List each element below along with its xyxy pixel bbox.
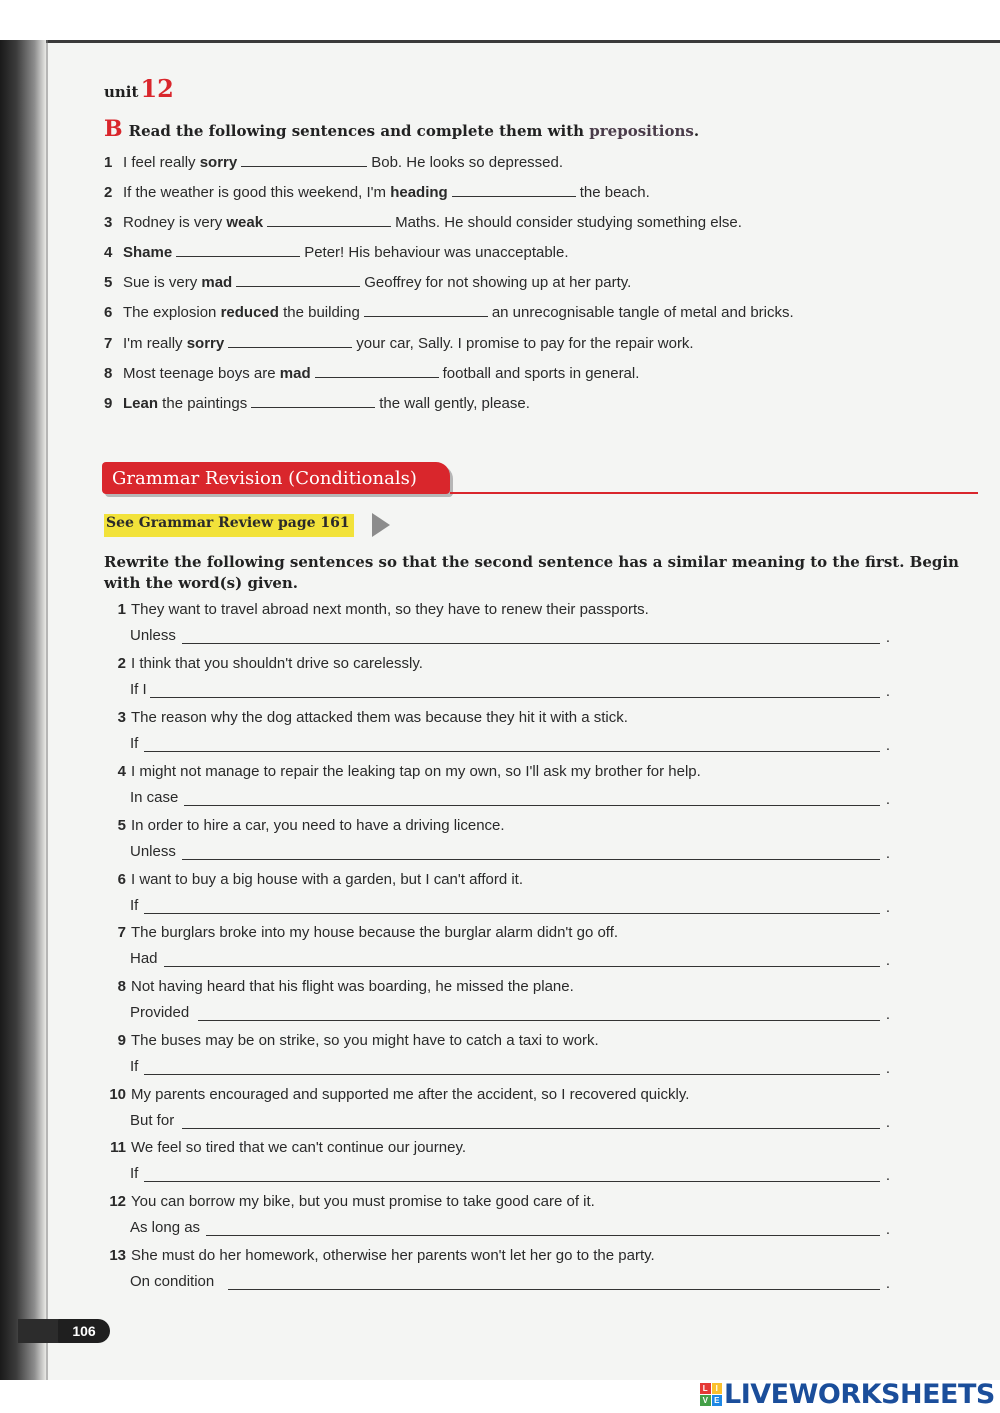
item-number: 5	[104, 274, 113, 291]
logo-letter: L	[700, 1383, 711, 1394]
answer-line-9	[130, 1058, 890, 1078]
item-number: 6	[117, 871, 126, 888]
answer-line-10	[130, 1112, 890, 1132]
answer-line-5	[130, 843, 890, 863]
answer-lead: If I	[130, 681, 147, 698]
preposition-item-9	[104, 395, 530, 412]
answer-lead: If	[130, 1058, 139, 1075]
answer-line-12	[130, 1219, 890, 1239]
answer-lead: Unless	[130, 627, 176, 644]
answer-field[interactable]	[198, 1020, 880, 1021]
rewrite-item-4	[104, 763, 701, 780]
rewrite-item-8	[104, 978, 574, 995]
item-text-post: football and sports in general.	[442, 365, 640, 382]
rewrite-item-6	[104, 871, 523, 888]
answer-blank[interactable]	[176, 244, 300, 257]
rewrite-item-2	[104, 655, 423, 672]
answer-blank[interactable]	[228, 335, 352, 348]
item-number: 5	[117, 817, 126, 834]
item-text-post: the wall gently, please.	[379, 395, 530, 412]
preposition-item-6	[104, 304, 794, 321]
answer-lead: On condition	[130, 1273, 215, 1290]
preposition-item-1	[104, 154, 563, 171]
item-number: 3	[104, 214, 113, 231]
answer-field[interactable]	[144, 913, 880, 914]
item-sentence: Not having heard that his flight was boarding, he missed the plane.	[131, 978, 574, 995]
answer-field[interactable]	[184, 805, 880, 806]
item-sentence: They want to travel abroad next month, so they have to renew their passports.	[131, 601, 649, 618]
answer-blank[interactable]	[315, 365, 439, 378]
answer-line-8	[130, 1004, 890, 1024]
item-sentence: I want to buy a big house with a garden, but I can't afford it.	[131, 871, 523, 888]
item-keyword: weak	[226, 214, 264, 231]
section-rule	[450, 492, 978, 494]
item-number: 10	[109, 1086, 126, 1103]
item-sentence: In order to hire a car, you need to have a driving licence.	[131, 817, 505, 834]
page-number: 106	[58, 1319, 110, 1343]
answer-blank[interactable]	[241, 154, 367, 167]
answer-field[interactable]	[164, 966, 880, 967]
answer-lead: Provided	[130, 1004, 190, 1021]
item-sentence: The reason why the dog attacked them was because they hit it with a stick.	[131, 709, 628, 726]
answer-field[interactable]	[144, 1181, 880, 1182]
item-number: 8	[117, 978, 126, 995]
item-text-pre: I feel really	[123, 154, 200, 171]
item-keyword: mad	[201, 274, 233, 291]
answer-blank[interactable]	[267, 214, 391, 227]
liveworksheets-logo	[700, 1378, 995, 1410]
answer-line-6	[130, 897, 890, 917]
unit-number: 12	[140, 74, 174, 103]
rewrite-item-7	[104, 924, 618, 941]
end-period: .	[885, 1114, 890, 1131]
item-keyword: reduced	[220, 304, 279, 321]
rewrite-item-9	[104, 1032, 599, 1049]
answer-field[interactable]	[144, 1074, 880, 1075]
rewrite-item-13	[104, 1247, 655, 1264]
logo-letter: V	[700, 1395, 711, 1406]
answer-lead: If	[130, 897, 139, 914]
item-sentence: We feel so tired that we can't continue our journey.	[131, 1139, 466, 1156]
rewrite-item-12	[104, 1193, 595, 1210]
item-sentence: The buses may be on strike, so you might have to catch a taxi to work.	[131, 1032, 599, 1049]
section-b-keyword: prepositions	[589, 122, 694, 140]
answer-field[interactable]	[228, 1289, 880, 1290]
end-period: .	[885, 1221, 890, 1238]
answer-line-2	[130, 681, 890, 701]
preposition-item-7	[104, 335, 694, 352]
answer-line-13	[130, 1273, 890, 1293]
item-text-post: your car, Sally. I promise to pay for the repair work.	[356, 335, 694, 352]
item-number: 13	[109, 1247, 126, 1264]
item-text-post: an unrecognisable tangle of metal and bricks.	[491, 304, 794, 321]
answer-line-1	[130, 627, 890, 647]
grammar-title: Grammar Revision (Conditionals)	[112, 468, 417, 489]
end-period: .	[885, 683, 890, 700]
item-number: 2	[104, 184, 113, 201]
item-text-post: the beach.	[579, 184, 650, 201]
answer-lead: Had	[130, 950, 158, 967]
preposition-item-3	[104, 214, 742, 231]
item-text-pre: If the weather is good this weekend, I'm	[123, 184, 391, 201]
end-period: .	[885, 952, 890, 969]
unit-heading	[104, 74, 174, 103]
item-text-pre: The explosion	[123, 304, 221, 321]
top-margin	[0, 0, 1000, 44]
item-text-mid: the building	[278, 304, 360, 321]
item-number: 9	[104, 395, 113, 412]
item-sentence: You can borrow my bike, but you must promise to take good care of it.	[131, 1193, 595, 1210]
section-b-instruction: Read the following sentences and complete them with	[128, 122, 590, 140]
section-b-heading	[104, 116, 699, 142]
answer-field[interactable]	[206, 1235, 880, 1236]
end-period: .	[885, 791, 890, 808]
end-period: .	[885, 899, 890, 916]
item-number: 7	[117, 924, 126, 941]
answer-blank[interactable]	[364, 304, 488, 317]
rewrite-item-5	[104, 817, 505, 834]
answer-line-3	[130, 735, 890, 755]
item-sentence: My parents encouraged and supported me after the accident, so I recovered quickly.	[131, 1086, 690, 1103]
item-sentence: The burglars broke into my house because the burglar alarm didn't go off.	[131, 924, 619, 941]
answer-line-11	[130, 1165, 890, 1185]
item-number: 1	[117, 601, 126, 618]
grammar-instruction: Rewrite the following sentences so that the second sentence has a similar meaning to the first. Begin with the word(s) given.	[104, 553, 959, 592]
item-number: 12	[109, 1193, 126, 1210]
item-number: 3	[117, 709, 126, 726]
item-text-post: Geoffrey for not showing up at her party.	[364, 274, 632, 291]
answer-lead: As long as	[130, 1219, 201, 1236]
item-text-pre: Rodney is very	[123, 214, 227, 231]
item-number: 1	[104, 154, 113, 171]
item-keyword: Shame	[123, 244, 173, 261]
answer-field[interactable]	[150, 697, 880, 698]
answer-field[interactable]	[144, 751, 880, 752]
answer-blank[interactable]	[251, 395, 375, 408]
answer-line-4	[130, 789, 890, 809]
item-number: 11	[110, 1139, 126, 1156]
section-letter: B	[104, 116, 123, 142]
answer-lead: Unless	[130, 843, 176, 860]
item-number: 9	[117, 1032, 126, 1049]
answer-lead: If	[130, 1165, 139, 1182]
rewrite-item-10	[104, 1086, 689, 1103]
end-period: .	[885, 845, 890, 862]
answer-blank[interactable]	[452, 184, 576, 197]
item-keyword: sorry	[199, 154, 238, 171]
rewrite-item-3	[104, 709, 628, 726]
item-keyword: sorry	[186, 335, 225, 352]
item-text-pre: Sue is very	[123, 274, 202, 291]
logo-letter: I	[712, 1383, 723, 1394]
item-text-mid: the paintings	[158, 395, 248, 412]
item-number: 4	[104, 244, 113, 261]
item-number: 7	[104, 335, 113, 352]
liveworksheets-wordmark: LIVEWORKSHEETS	[724, 1378, 995, 1410]
item-text-pre: Most teenage boys are	[123, 365, 280, 382]
arrow-right-icon	[372, 513, 390, 537]
answer-field[interactable]	[182, 859, 880, 860]
item-keyword: mad	[279, 365, 311, 382]
end-period: .	[885, 737, 890, 754]
answer-lead: In case	[130, 789, 179, 806]
answer-field[interactable]	[182, 643, 880, 644]
rewrite-item-1	[104, 601, 649, 618]
page-number-tab	[18, 1319, 60, 1343]
item-sentence: I might not manage to repair the leaking tap on my own, so I'll ask my brother for help.	[131, 763, 701, 780]
item-number: 4	[117, 763, 126, 780]
answer-lead: If	[130, 735, 139, 752]
preposition-item-8	[104, 365, 639, 382]
see-grammar-link: See Grammar Review page 161	[104, 514, 354, 537]
item-sentence: She must do her homework, otherwise her parents won't let her go to the party.	[131, 1247, 655, 1264]
book-spine-shadow	[0, 40, 46, 1380]
item-keyword: Lean	[123, 395, 159, 412]
end-period: .	[885, 629, 890, 646]
answer-line-7	[130, 950, 890, 970]
item-number: 6	[104, 304, 113, 321]
spine-edge	[46, 40, 48, 1380]
item-sentence: I think that you shouldn't drive so carelessly.	[131, 655, 423, 672]
item-number: 8	[104, 365, 113, 382]
rewrite-item-11	[104, 1139, 466, 1156]
preposition-item-2	[104, 184, 650, 201]
item-number: 2	[117, 655, 126, 672]
logo-letter: E	[712, 1395, 723, 1406]
item-text-post: Peter! His behaviour was unacceptable.	[304, 244, 569, 261]
item-keyword: heading	[390, 184, 448, 201]
unit-label: unit	[104, 83, 139, 101]
item-text-post: Maths. He should consider studying something else.	[395, 214, 742, 231]
item-text-post: Bob. He looks so depressed.	[371, 154, 564, 171]
end-period: .	[885, 1060, 890, 1077]
section-b-period: .	[693, 122, 700, 140]
preposition-item-5	[104, 274, 631, 291]
answer-blank[interactable]	[236, 274, 360, 287]
preposition-item-4	[104, 244, 569, 261]
end-period: .	[885, 1275, 890, 1292]
liveworksheets-icon	[700, 1383, 722, 1405]
answer-field[interactable]	[182, 1128, 880, 1129]
end-period: .	[885, 1006, 890, 1023]
item-text-pre: I'm really	[123, 335, 187, 352]
answer-lead: But for	[130, 1112, 175, 1129]
end-period: .	[885, 1167, 890, 1184]
